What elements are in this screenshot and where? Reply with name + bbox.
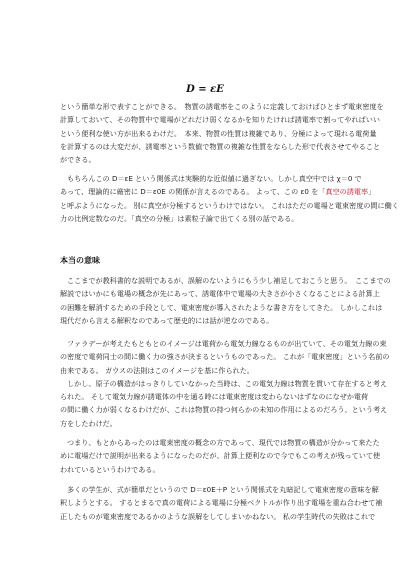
text-segment: 」 [368, 187, 376, 197]
text-line: の密度で電荷同士の間に働く力の強さが決まるというものであった。 これが「電束密度」という名前の [60, 352, 390, 362]
text-line: 由来である。 ガウスの法則はこのイメージを基に作られた。 [60, 365, 254, 375]
text-line: の間に働く力が弱くなるわけだが、これは物質の持つ何らかの未知の作用によるのだろう、という考え [60, 405, 388, 415]
text-line: 釈しようとする。 するとまるで真の電荷による電場に分極ベクトルが作り出す電場を重ね合わせて補 [60, 498, 383, 508]
text-segment: あって、理論的に厳密に D＝ε0E の関係が言えるのである。 よって、この ε0 を「 [60, 187, 326, 197]
equation-lhs: D [186, 84, 195, 95]
text-line: 方をしたわけだ。 [60, 418, 117, 428]
highlight-vacuum-permittivity: 真空の誘電率 [325, 187, 369, 197]
text-line: 解説ではいかにも電場の概念が先にあって、誘電体中で電場の大きさが小さくなることによる計算上 [60, 289, 380, 299]
text-line: めに電場だけで説明が出来るようになったのだが、計算上便利なので今でもこの考えが残っていて使 [60, 451, 381, 461]
paragraph-1 [60, 100, 384, 166]
paragraph-6 [60, 483, 383, 523]
text-line: ここまでが教科書的な説明であるが、誤解のないようにもう少し補足しておこうと思う。 ここまでの [67, 276, 391, 285]
text-line: ファラデーが考えたもともとのイメージは電荷から電気力線なるものが出ていて、その電気力線の束 [67, 339, 387, 348]
equation-rhs: E [216, 84, 224, 95]
text-line [60, 185, 376, 198]
text-line: られた。 そして電気力線が誘電体の中を通る時には電束密度は変わらないはずなのになぜか電荷 [60, 392, 369, 402]
text-line: 計算しておいて、その物質中で電場がどれだけ弱くなるかを知りたければ誘電率で割ってやればいい [60, 115, 380, 125]
text-line: もちろんこの D＝εE という関係式は実験的な近似値に過ぎない。しかし真空中では χ＝0 で [67, 174, 362, 183]
section-title: 本当の意味 [60, 256, 100, 265]
text-line: しかし、原子の構造がはっきりしていなかった当時は、この電気力線は物質を貫いて存在すると考え [67, 378, 388, 388]
equation-equals: = [198, 84, 207, 95]
text-line: 現代だから言える解釈なのであって歴史的には話が逆なのである。 [60, 315, 274, 325]
text-line: 力の比例定数なのだ。「真空の分極」は素粒子論で出てくる別の話である。 [60, 213, 299, 223]
text-line: つまり、もとからあったのは電束密度の概念の方であって、現代では物質の構造が分かって来たた [67, 438, 380, 447]
text-line: ができる。 [60, 155, 96, 165]
paragraph-2 [60, 172, 399, 225]
text-line: と呼ぶようになった。 別に真空が分極するというわけではない。 これはただの電場と電束密度の間に働く [60, 200, 399, 210]
equation-d-eps-e [0, 84, 410, 95]
text-line: という簡単な形で表すことができる。 物質の誘電率をこのように定義しておけばひとまず電束密度を [60, 102, 384, 111]
text-line: を計算するのは大変だが、誘電率という数値で物質の複雑な性質をならした形で代表させてやること [60, 141, 381, 151]
text-line: われているというわけである。 [60, 464, 160, 474]
equation-coef: ε [210, 84, 217, 95]
paragraph-3 [60, 274, 391, 327]
text-line: という便利な使い方が出来るわけだ。 本来、物質の性質は複雑であり、分極によって現れる電荷量 [60, 128, 377, 138]
text-line: 正したものが電束密度であるかのような誤解をしてしまいかねない。 私の学生時代の失敗はこれで [60, 511, 376, 521]
paragraph-4 [60, 337, 390, 430]
text-line: 多くの学生が、式が簡単だというので D＝ε0E＋P という関係式を丸暗記して電束密度の意味を解 [67, 485, 379, 494]
paragraph-5 [60, 436, 381, 476]
text-line: の困難を解消するための手段として、電束密度が導入されたような書き方をしてきた。 しかしこれは [60, 302, 383, 312]
